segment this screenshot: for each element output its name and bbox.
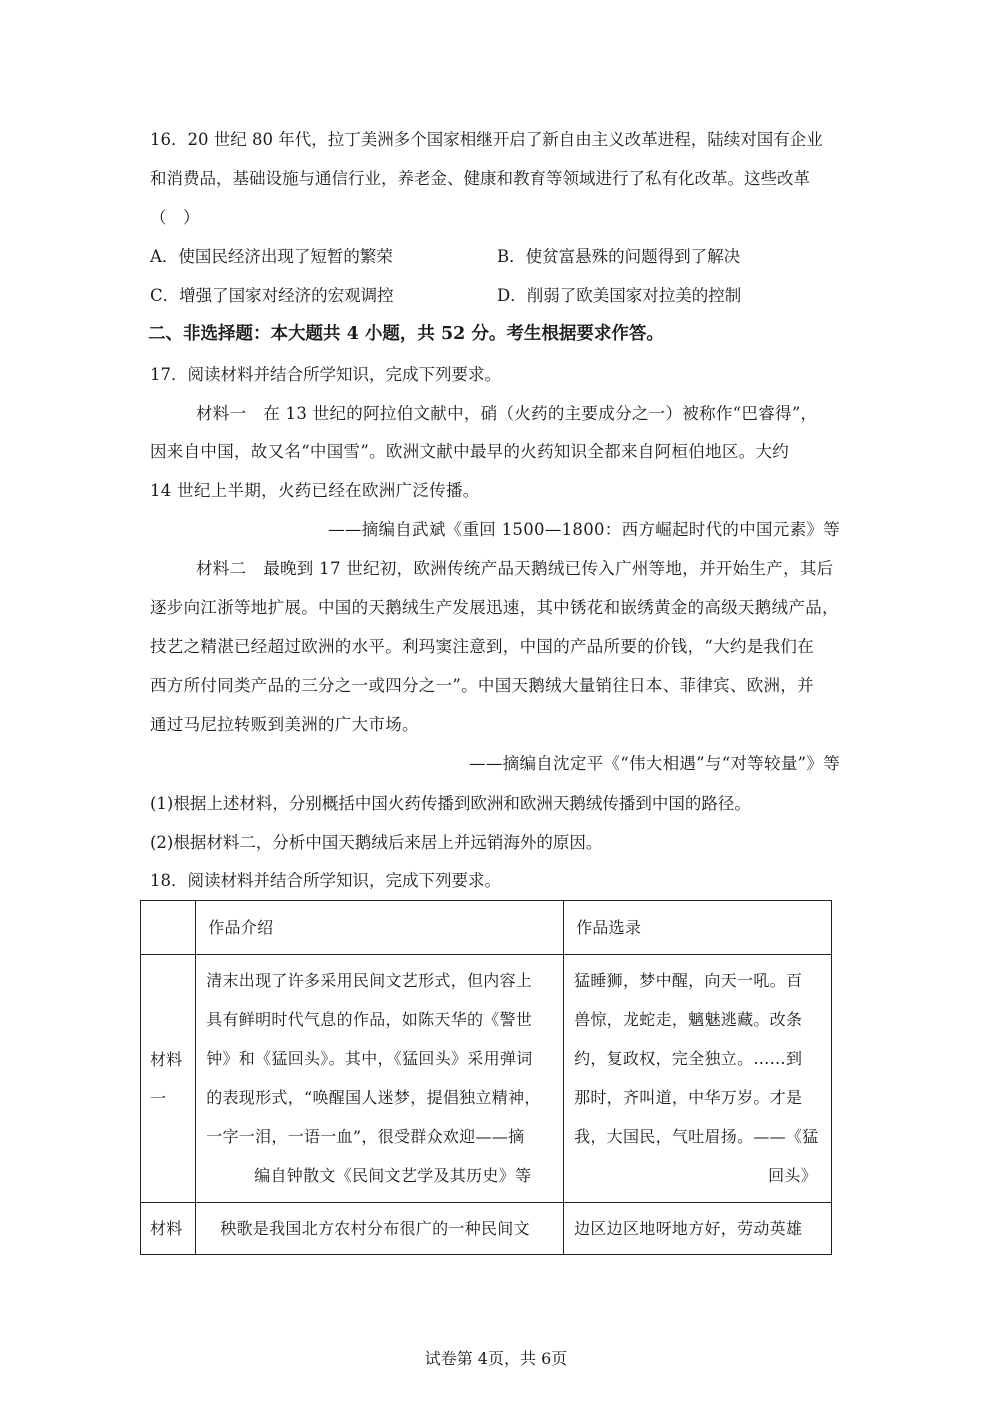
row1-excerpt-line-4: 那时，齐叫道，中华万岁。才是 [574, 1088, 803, 1107]
q17-material2-line-2: 逐步向江浙等地扩展。中国的天鹅绒生产发展迅速，其中锈花和嵌绣黄金的高级天鹅绒产品， [150, 598, 839, 617]
q17-subquestion-1: (1)根据上述材料，分别概括中国火药传播到欧洲和欧洲天鹅绒传播到中国的路径。 [150, 794, 751, 813]
q17-material2-line-4: 西方所付同类产品的三分之一或四分之一”。中国天鹅绒大量销往日本、菲律宾、欧洲，并 [150, 676, 814, 695]
q17-material1-line-2: 因来自中国，故又名“中国雪”。欧洲文献中最早的火药知识全都来自阿桓伯地区。大约 [150, 442, 790, 461]
row1-intro-line-6: 编自钟散文《民间文艺学及其历史》等 [254, 1166, 532, 1185]
q16-option-a: A．使国民经济出现了短暂的繁荣 [150, 247, 393, 266]
q17-material2-line-3: 技艺之精湛已经超过欧洲的水平。利玛窦注意到，中国的产品所要的价钱，“大约是我们在 [150, 637, 814, 656]
q16-option-c: C．增强了国家对经济的宏观调控 [150, 286, 394, 305]
row1-excerpt-line-2: 兽惊，龙蛇走，魑魅逃藏。改条 [574, 1010, 803, 1029]
q16-option-d: D．削弱了欧美国家对拉美的控制 [497, 286, 742, 305]
row2-label: 材料 [141, 1203, 196, 1255]
row2-intro: 秧歌是我国北方农村分布很广的一种民间文 [196, 1203, 564, 1255]
row1-intro-line-2: 具有鲜明时代气息的作品，如陈天华的《警世 [206, 1010, 533, 1029]
q16-stem-line-1: 16．20 世纪 80 年代，拉丁美洲多个国家相继开启了新自由主义改革进程，陆续对国有企业 [150, 130, 823, 149]
row1-excerpt-line-5: 我，大国民，气吐眉扬。——《猛 [574, 1127, 819, 1146]
row1-excerpt-line-1: 猛睡狮，梦中醒，向天一吼。百 [574, 971, 803, 990]
row1-label [141, 955, 196, 1203]
q17-stem: 17．阅读材料并结合所学知识，完成下列要求。 [150, 365, 501, 384]
q18-stem: 18．阅读材料并结合所学知识，完成下列要求。 [150, 871, 501, 890]
section-heading: 二、非选择题：本大题共 4 小题，共 52 分。考生根据要求作答。 [148, 324, 664, 344]
row1-intro-line-1: 清末出现了许多采用民间文艺形式，但内容上 [206, 971, 533, 990]
row1-intro-line-5: 一字一泪，一语一血”，很受群众欢迎——摘 [206, 1127, 525, 1146]
row1-label-line-1: 材料 [150, 1049, 183, 1069]
row1-label-line-2: 一 [150, 1088, 167, 1108]
table-header-empty [141, 901, 196, 955]
q16-stem-line-2: 和消费品，基础设施与通信行业，养老金、健康和教育等领域进行了私有化改革。这些改革 [150, 169, 810, 188]
row1-excerpt-line-3: 约，复政权，完全独立。……到 [574, 1049, 803, 1068]
q17-material1-line-3: 14 世纪上半期，火药已经在欧洲广泛传播。 [150, 481, 480, 500]
q17-subquestion-2: (2)根据材料二，分析中国天鹅绒后来居上并远销海外的原因。 [150, 833, 603, 852]
table-header-intro: 作品介绍 [196, 901, 564, 955]
row1-intro [196, 955, 564, 1203]
q17-material2-source: ——摘编自沈定平《“伟大相遇”与“对等较量”》等 [469, 754, 840, 773]
q17-material2-line-5: 通过马尼拉转贩到美洲的广大市场。 [150, 715, 419, 734]
q18-material-table [140, 900, 832, 1255]
q17-material1-line-1: 材料一 在 13 世纪的阿拉伯文献中，硝（火药的主要成分之一）被称作“巴睿得”， [196, 404, 818, 423]
q17-material1-source: ——摘编自武斌《重回 1500—1800：西方崛起时代的中国元素》等 [328, 520, 840, 539]
row2-excerpt: 边区边区地呀地方好，劳动英雄 [564, 1203, 832, 1255]
table-header-excerpt: 作品选录 [564, 901, 832, 955]
q16-option-b: B．使贫富悬殊的问题得到了解决 [497, 247, 741, 266]
row1-intro-line-3: 钟》和《猛回头》。其中，《猛回头》采用弹词 [206, 1049, 533, 1068]
q16-answer-blank: （ ） [150, 208, 200, 227]
q17-material2-line-1: 材料二 最晚到 17 世纪初，欧洲传统产品天鹅绒已传入广州等地，并开始生产，其后 [196, 559, 834, 578]
row1-excerpt [564, 955, 832, 1203]
page-footer: 试卷第 4页，共 6页 [424, 1349, 568, 1368]
row1-excerpt-line-6: 回头》 [768, 1166, 817, 1185]
row1-intro-line-4: 的表现形式，“唤醒国人迷梦，提倡独立精神， [206, 1088, 541, 1107]
